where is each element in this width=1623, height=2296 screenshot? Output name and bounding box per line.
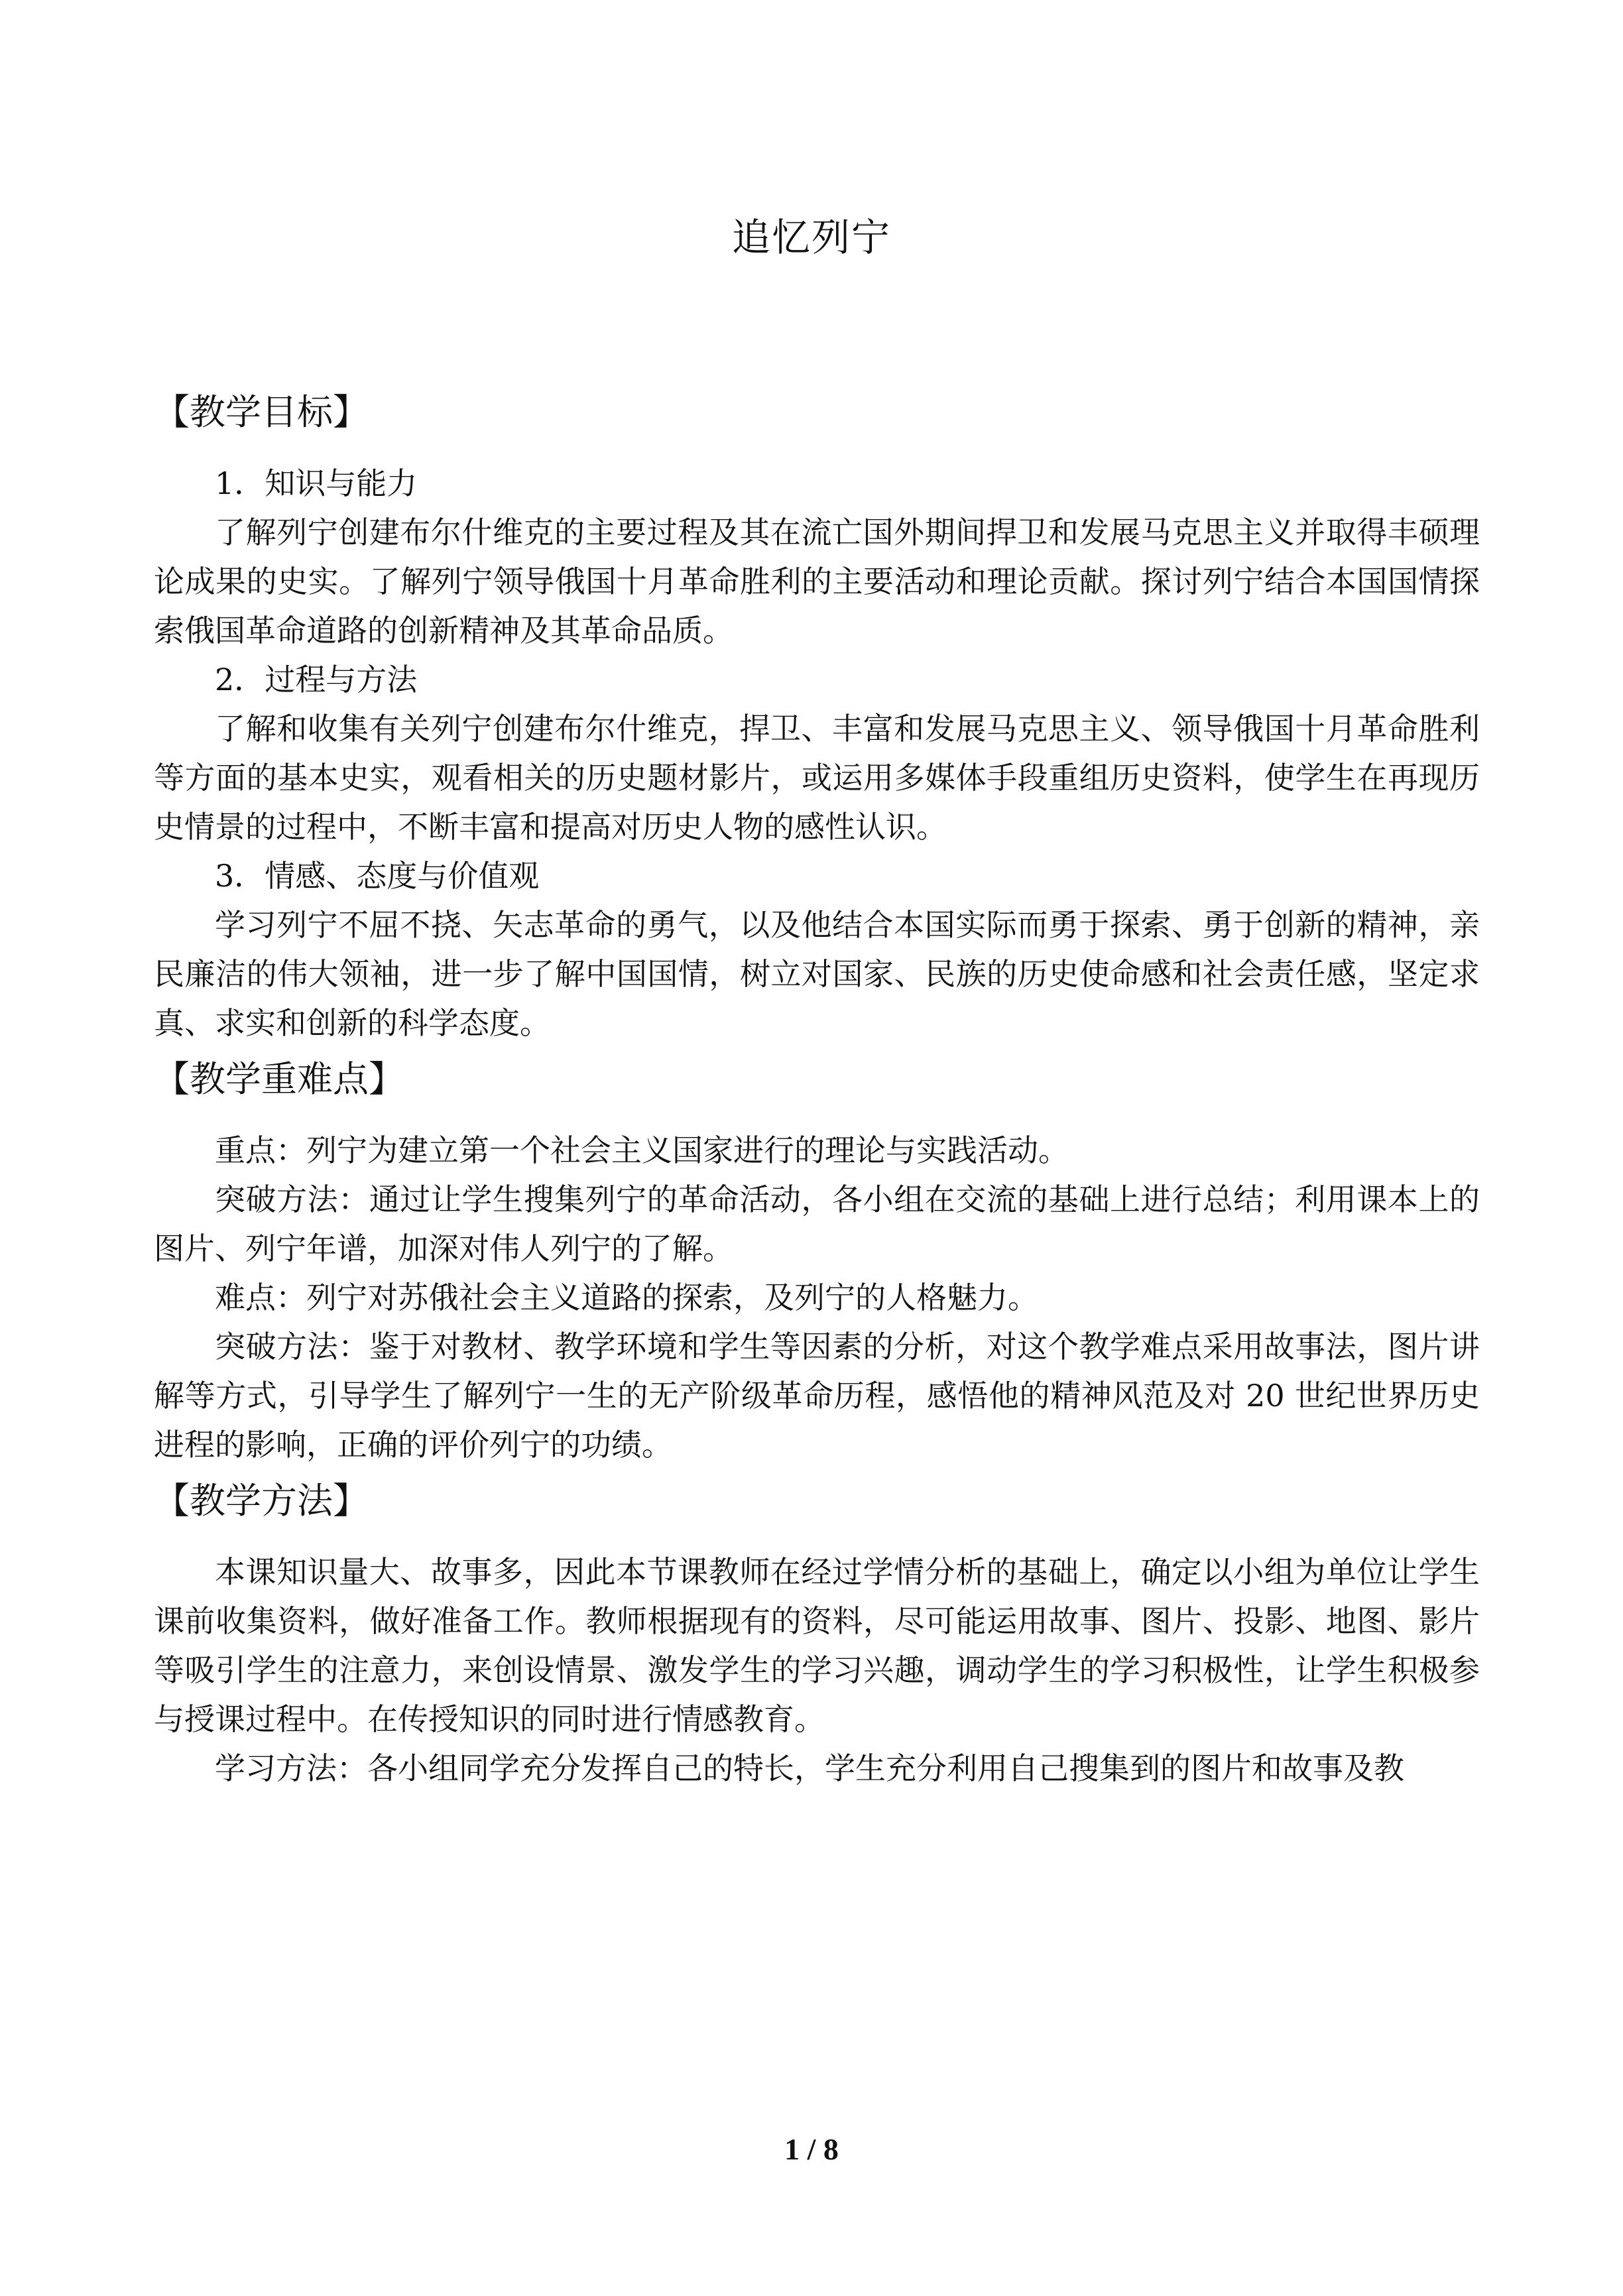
subsection-label-process: 2．过程与方法 [215,662,418,697]
paragraph-teaching-method: 本课知识量大、故事多，因此本节课教师在经过学情分析的基础上，确定以小组为单位让学生课前收集资料，做好准备工作。教师根据现有的资料，尽可能运用故事、图片、投影、地图、影片等吸引学生的注意力，来创设情景、激发学生的学习兴趣，调动学生的学习积极性，让学生积极参与授课过程中。在传授知识的同时进行情感教育。 [154,1554,1480,1737]
page-number: 1 / 8 [784,2132,839,2166]
section-heading-key-points: 【教学重难点】 [154,1058,404,1100]
section-heading-methods: 【教学方法】 [154,1480,369,1522]
paragraph-focus-method: 突破方法：通过让学生搜集列宁的革命活动，各小组在交流的基础上进行总结；利用课本上的图片、列宁年谱，加深对伟人列宁的了解。 [154,1181,1480,1266]
subsection-label-knowledge: 1．知识与能力 [215,465,418,501]
document-title: 追忆列宁 [731,215,891,260]
paragraph-values: 学习列宁不屈不挠、矢志革命的勇气，以及他结合本国实际而勇于探索、勇于创新的精神，亲民廉洁的伟大领袖，进一步了解中国国情，树立对国家、民族的历史使命感和社会责任感，坚定求真、求实和创新的科学态度。 [154,907,1480,1041]
paragraph-difficulty: 难点：列宁对苏俄社会主义道路的探索，及列宁的人格魅力。 [215,1280,1038,1315]
paragraph-difficulty-method: 突破方法：鉴于对教材、教学环境和学生等因素的分析，对这个教学难点采用故事法，图片讲解等方式，引导学生了解列宁一生的无产阶级革命历程，感悟他的精神风范及对 20 世纪世界历史进程的影响，正确的评价列宁的功绩。 [154,1329,1480,1463]
subsection-label-values: 3．情感、态度与价值观 [215,858,540,894]
section-heading-objectives: 【教学目标】 [154,391,369,433]
paragraph-knowledge: 了解列宁创建布尔什维克的主要过程及其在流亡国外期间捍卫和发展马克思主义并取得丰硕理论成果的史实。了解列宁领导俄国十月革命胜利的主要活动和理论贡献。探讨列宁结合本国国情探索俄国革命道路的创新精神及其革命品质。 [154,514,1480,648]
paragraph-learning-method: 学习方法：各小组同学充分发挥自己的特长，学生充分利用自己搜集到的图片和故事及教 [215,1750,1404,1786]
paragraph-process: 了解和收集有关列宁创建布尔什维克，捍卫、丰富和发展马克思主义、领导俄国十月革命胜利等方面的基本史实，观看相关的历史题材影片，或运用多媒体手段重组历史资料，使学生在再现历史情景的过程中，不断丰富和提高对历史人物的感性认识。 [154,711,1480,845]
document-body [154,381,1480,1793]
paragraph-focus: 重点：列宁为建立第一个社会主义国家进行的理论与实践活动。 [215,1132,1069,1168]
